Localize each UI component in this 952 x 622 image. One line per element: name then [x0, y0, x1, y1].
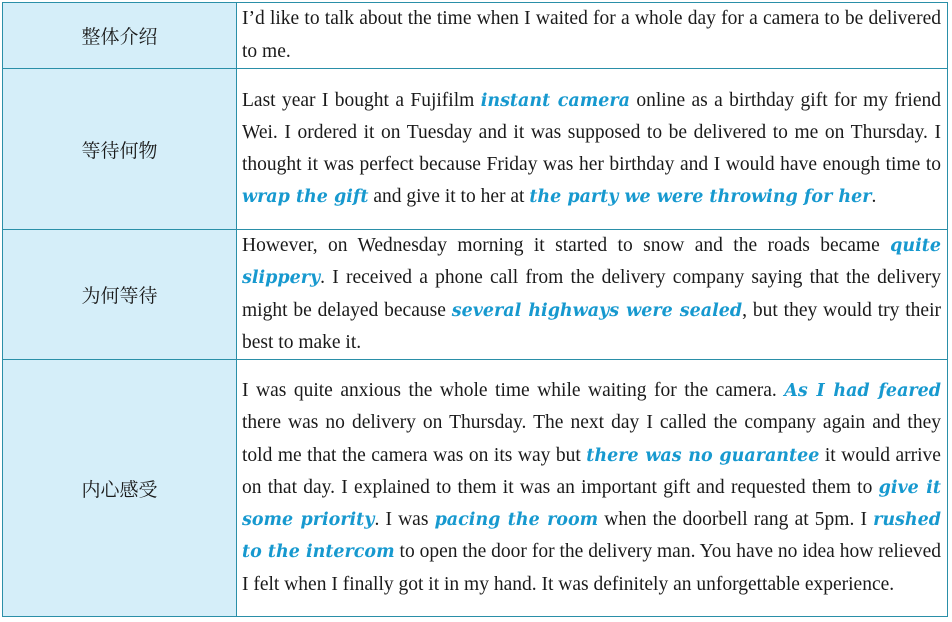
text-segment: , but they would try their best to make it.	[242, 299, 941, 353]
text-segment: I was quite anxious the whole time while waiting for the camera.	[242, 380, 785, 402]
row-label: 为何等待	[3, 230, 237, 360]
text-segment: However, on Wednesday morning it started to snow and the roads became	[242, 235, 891, 257]
row-label: 整体介绍	[3, 3, 237, 69]
text-segment: Last year I bought a Fujifilm	[242, 89, 481, 111]
text-segment: there was no delivery on Thursday. The next day I called the company again and they told me that the camera was on its way but	[242, 412, 941, 466]
row-content	[237, 3, 948, 69]
table-row	[3, 69, 948, 230]
highlighted-phrase: give it some priority	[242, 477, 942, 531]
text-segment: when the doorbell rang at 5pm. I	[598, 509, 874, 531]
highlighted-phrase: pacing the room	[434, 510, 599, 531]
highlighted-phrase: quite slippery	[242, 236, 941, 289]
highlighted-phrase: instant camera	[480, 90, 630, 111]
text-segment: and give it to her at	[368, 186, 530, 208]
text-segment: .	[871, 186, 877, 208]
highlighted-phrase: As I had feared	[784, 381, 941, 402]
table-row	[3, 360, 948, 617]
text-segment: to open the door for the delivery man. You have no idea how relieved I felt when I finally got it in my hand. It was definitely an unforgettable experience.	[242, 541, 942, 595]
row-label: 内心感受	[3, 360, 237, 617]
highlighted-phrase: the party we were throwing for her	[529, 187, 872, 208]
text-segment: it would arrive on that day. I explained to them it was an important gift and requested them to	[242, 444, 941, 498]
text-segment: I’d like to talk about the time when I waited for a whole day for a camera to be delivered to me.	[242, 8, 941, 62]
row-label: 等待何物	[3, 69, 237, 230]
text-segment: . I was	[374, 509, 435, 531]
text-segment: online as a birthday gift for my friend Wei. I ordered it on Tuesday and it was supposed to be delivered to me on Thursday. I thought it was perfect because Friday was her birthday and I would have enough time to	[242, 89, 941, 175]
essay-outline-table	[2, 2, 948, 617]
highlighted-phrase: several highways were sealed	[451, 300, 743, 321]
highlighted-phrase: there was no guarantee	[586, 445, 820, 466]
highlighted-phrase: rushed to the intercom	[242, 510, 941, 563]
essay-table-container	[2, 2, 948, 617]
table-row	[3, 230, 948, 360]
text-segment: . I received a phone call from the delivery company saying that the delivery might be delayed because	[242, 267, 941, 321]
row-content	[237, 230, 948, 360]
table-row	[3, 3, 948, 69]
row-content	[237, 69, 948, 230]
highlighted-phrase: wrap the gift	[242, 187, 369, 208]
row-content	[237, 360, 948, 617]
